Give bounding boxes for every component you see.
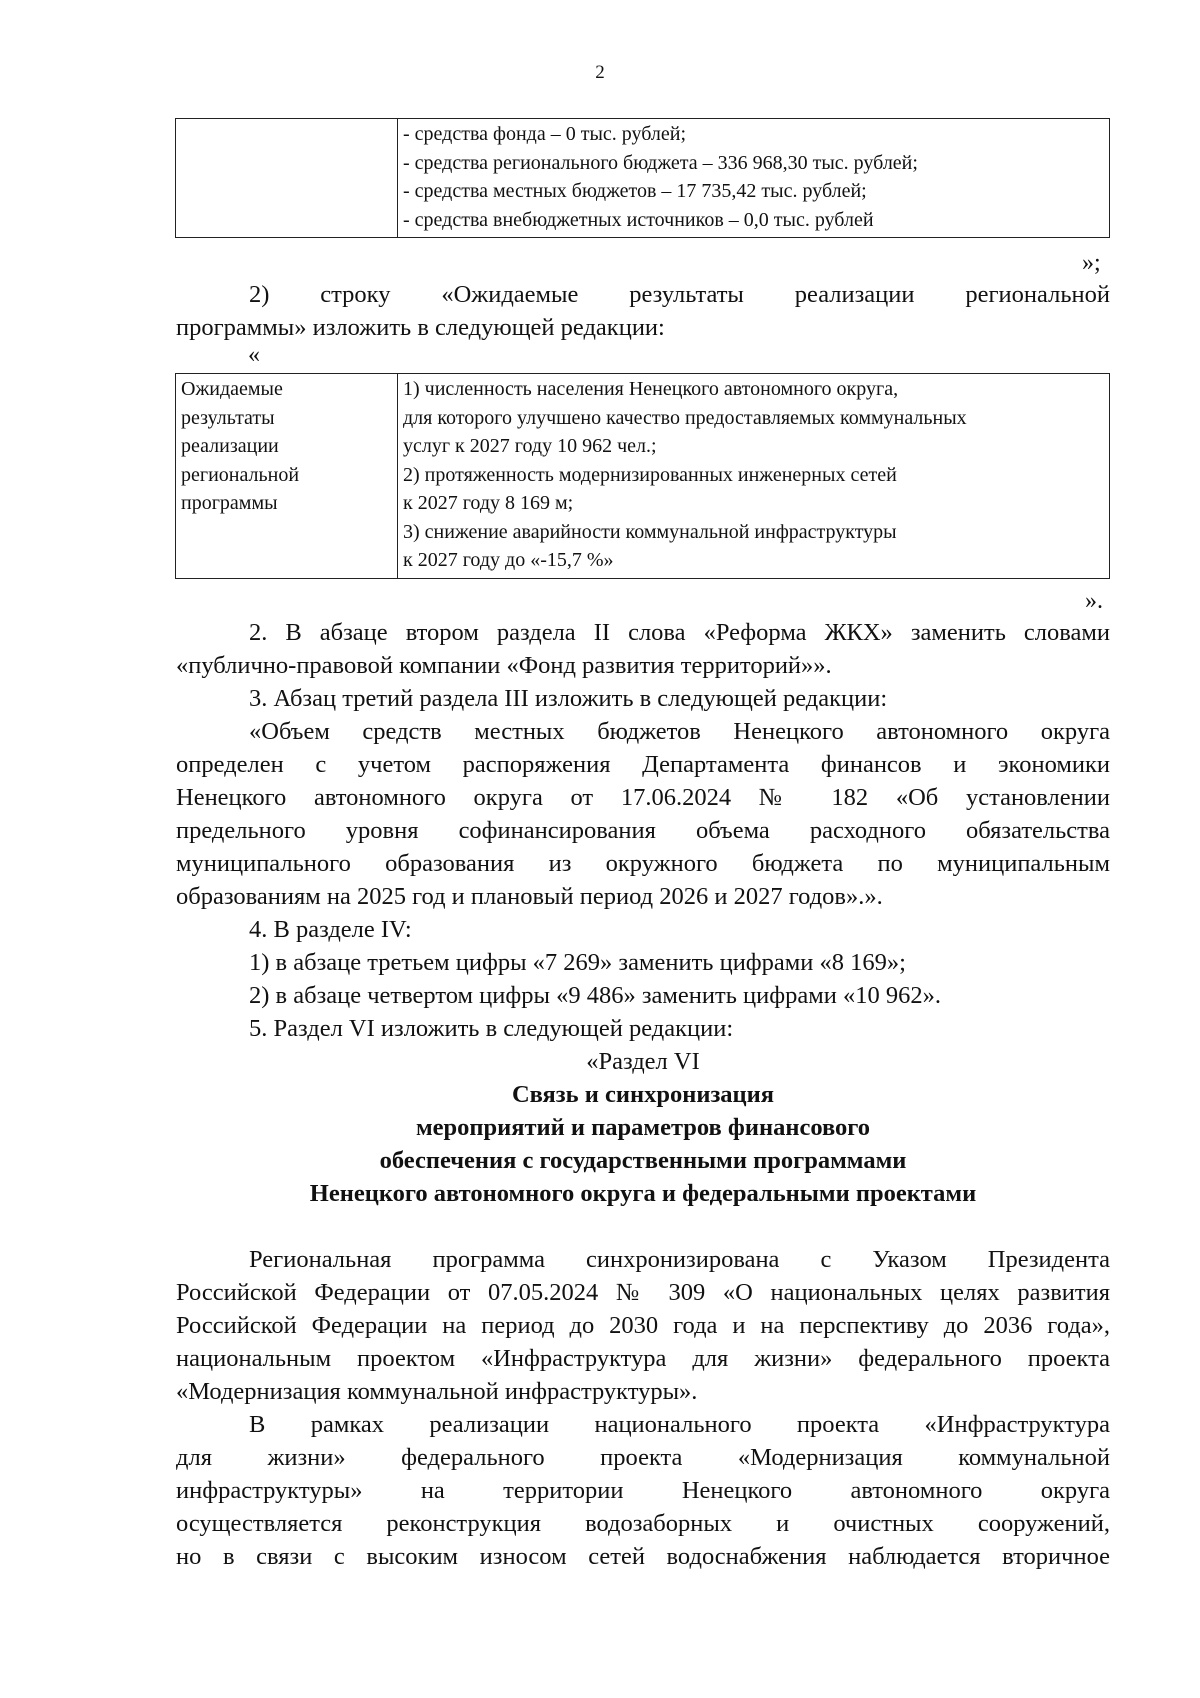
quote-paragraph xyxy=(176,715,1110,913)
table-cell-empty xyxy=(176,119,398,238)
section-paragraph-2 xyxy=(176,1408,1110,1573)
paragraph-line: «публично-правовой компании «Фонд развития территорий»». xyxy=(176,652,832,679)
result-line: 2) протяженность модернизированных инженерных сетей xyxy=(403,463,897,486)
result-line: к 2027 году до «-15,7 %» xyxy=(403,549,614,571)
table-cell-funding-sources xyxy=(398,119,1110,238)
section-paragraph-1 xyxy=(176,1243,1110,1408)
heading-line: результаты xyxy=(181,406,275,429)
table-row xyxy=(176,119,1110,238)
paragraph-line: для жизни» федерального проекта «Модернизация коммунальной xyxy=(176,1444,1110,1471)
paragraph-line: инфраструктуры» на территории Ненецкого автономного округа xyxy=(176,1477,1110,1504)
paragraph-line: Региональная программа синхронизирована с Указом Президента xyxy=(249,1246,1110,1273)
item-4-2-paragraph: 2) в абзаце четвертом цифры «9 486» заменить цифрами «10 962». xyxy=(249,982,941,1009)
paragraph-line: В рамках реализации национального проекта «Инфраструктура xyxy=(249,1411,1110,1438)
closing-quote-mark: ». xyxy=(1085,588,1103,614)
item-2-section-2-paragraph xyxy=(176,616,1110,682)
funding-line: - средства местных бюджетов – 17 735,42 тыс. рублей; xyxy=(403,180,867,202)
result-line: 1) численность населения Ненецкого автономного округа, xyxy=(403,378,899,400)
opening-quote-mark: « xyxy=(248,342,260,368)
funding-line: - средства регионального бюджета – 336 968,30 тыс. рублей; xyxy=(403,151,918,174)
item-2-line: программы» изложить в следующей редакции: xyxy=(176,314,665,341)
table-row xyxy=(176,374,1110,579)
funding-line: - средства внебюджетных источников – 0,0 тыс. рублей xyxy=(403,208,874,231)
section-title-line: Ненецкого автономного округа и федеральными проектами xyxy=(309,1180,977,1207)
paragraph-line: определен с учетом распоряжения Департамента финансов и экономики xyxy=(176,751,1110,778)
table-cell-heading xyxy=(176,374,398,579)
paragraph-line: «Модернизация коммунальной инфраструктуры». xyxy=(176,1378,698,1405)
result-line: к 2027 году 8 169 м; xyxy=(403,492,574,514)
item-2-line: 2) строку «Ожидаемые результаты реализации региональной xyxy=(249,281,1110,308)
table-cell-results xyxy=(398,374,1110,579)
section-title-line: обеспечения с государственными программами xyxy=(379,1147,907,1174)
result-line: услуг к 2027 году 10 962 чел.; xyxy=(403,435,657,457)
section-title-line: мероприятий и параметров финансового xyxy=(415,1114,871,1141)
paragraph-line: муниципального образования из окружного бюджета по муниципальным xyxy=(176,850,1110,877)
paragraph-line: 2. В абзаце втором раздела II слова «Реформа ЖКХ» заменить словами xyxy=(249,619,1110,646)
page-number: 2 xyxy=(595,62,605,83)
item-4-1-paragraph: 1) в абзаце третьем цифры «7 269» заменить цифрами «8 169»; xyxy=(249,949,906,976)
item-3-paragraph: 3. Абзац третий раздела III изложить в следующей редакции: xyxy=(249,685,888,712)
closing-quote-mark: »; xyxy=(1082,250,1101,276)
section-label: «Раздел VI xyxy=(586,1048,700,1075)
section-title-line: Связь и синхронизация xyxy=(511,1081,775,1108)
paragraph-line: предельного уровня софинансирования объема расходного обязательства xyxy=(176,817,1110,844)
paragraph-line: осуществляется реконструкция водозаборных и очистных сооружений, xyxy=(176,1510,1110,1537)
heading-line: программы xyxy=(181,492,278,514)
paragraph-line: «Объем средств местных бюджетов Ненецкого автономного округа xyxy=(249,718,1110,745)
paragraph-line: Российской Федерации от 07.05.2024 № 309 «О национальных целях развития xyxy=(176,1279,1110,1306)
paragraph-line: но в связи с высоким износом сетей водоснабжения наблюдается вторичное xyxy=(176,1543,1110,1570)
paragraph-line: Российской Федерации на период до 2030 года и на перспективу до 2036 года», xyxy=(176,1312,1110,1339)
funding-line: - средства фонда – 0 тыс. рублей; xyxy=(403,123,687,145)
paragraph-line: Ненецкого автономного округа от 17.06.2024 № 182 «Об установлении xyxy=(176,784,1110,811)
heading-line: Ожидаемые xyxy=(181,378,283,400)
paragraph-line: национальным проектом «Инфраструктура для жизни» федерального проекта xyxy=(176,1345,1110,1372)
expected-results-table xyxy=(175,373,1110,579)
result-line: 3) снижение аварийности коммунальной инфраструктуры xyxy=(403,520,897,543)
paragraph-line: образованиям на 2025 год и плановый период 2026 и 2027 годов».». xyxy=(176,883,883,910)
item-2-paragraph xyxy=(176,278,1110,344)
funding-table xyxy=(175,118,1110,238)
item-5-paragraph: 5. Раздел VI изложить в следующей редакции: xyxy=(249,1015,734,1042)
result-line: для которого улучшено качество предоставляемых коммунальных xyxy=(403,406,967,429)
item-4-paragraph: 4. В разделе IV: xyxy=(249,916,412,943)
heading-line: региональной xyxy=(181,463,300,486)
heading-line: реализации xyxy=(181,435,279,457)
